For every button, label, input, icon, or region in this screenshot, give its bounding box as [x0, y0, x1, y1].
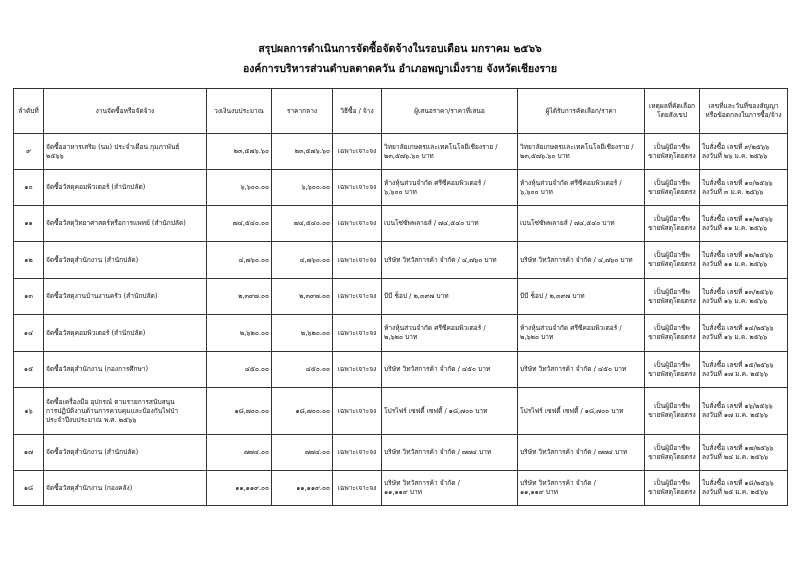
cell-contract-line: ลงวันที่ ๑๗ ม.ค. ๒๕๖๖	[702, 411, 768, 419]
cell-bidder	[382, 134, 518, 170]
cell-method: เฉพาะเจาะจง	[333, 206, 382, 242]
table-row	[14, 435, 788, 471]
report-title: สรุปผลการดำเนินการจัดซื้อจัดจ้างในรอบเดือน มกราคม ๒๕๖๖	[258, 43, 542, 55]
cell-reason-line: ขายพัสดุโดยตรง	[648, 411, 696, 419]
cell-bidder-line: ๑๑,๑๑๙ บาท	[384, 488, 422, 496]
cell-no: ๑๕	[14, 352, 44, 388]
cell-winner-line: บริษัท วิทวัสการค้า จำกัด / ๗๗๔ บาท	[520, 448, 628, 456]
cell-winner-line: ห้างหุ้นส่วนจำกัด ศรีซีคอมพิวเตอร์ /	[520, 178, 622, 187]
cell-item	[44, 206, 207, 242]
cell-bidder	[382, 352, 518, 388]
cell-budget: ๒,๓๙๗.๐๐	[207, 279, 272, 315]
cell-item-line: จัดซื้อวัสดุสำนักงาน (กองการศึกษา)	[46, 365, 149, 373]
cell-winner	[518, 388, 645, 435]
cell-reason	[645, 279, 700, 315]
cell-winner	[518, 206, 645, 242]
cell-contract-line: ลงวันที่ ๒๖ ม.ค. ๒๕๖๖	[702, 151, 768, 160]
cell-contract-line: ใบสั่งซื้อ เลขที่ ๑๖/๒๕๖๖	[702, 402, 773, 410]
table-row	[14, 170, 788, 206]
cell-item	[44, 242, 207, 279]
cell-reason-line: เป็นผู้มีอาชีพ	[654, 402, 690, 410]
cell-winner	[518, 242, 645, 279]
cell-bidder	[382, 388, 518, 435]
cell-winner-line: ๑๑,๑๑๙ บาท	[520, 488, 558, 496]
cell-bidder	[382, 170, 518, 206]
cell-winner-line: ห้างหุ้นส่วนจำกัด ศรีซีคอมพิวเตอร์ /	[520, 324, 622, 332]
header-no: ลำดับที่	[14, 89, 44, 134]
cell-bidder-line: บีบี ช็อป / ๒,๓๙๗ บาท	[384, 292, 449, 300]
cell-contract-line: ใบสั่งซื้อ เลขที่ ๑๑/๒๕๖๖	[702, 214, 773, 223]
cell-reason-line: ขายพัสดุโดยตรง	[648, 369, 696, 378]
cell-median-price: ๗๔,๕๔๐.๐๐	[272, 206, 333, 242]
cell-item	[44, 134, 207, 170]
cell-item	[44, 315, 207, 352]
cell-method: เฉพาะเจาะจง	[333, 352, 382, 388]
cell-reason-line: ขายพัสดุโดยตรง	[648, 187, 696, 196]
cell-reason-line: เป็นผู้มีอาชีพ	[654, 251, 690, 259]
cell-winner-line: บีบี ช็อป / ๒,๓๙๗ บาท	[520, 292, 585, 300]
cell-contract-line: ลงวันที่ ๑๑ ม.ค. ๒๕๖๖	[702, 260, 768, 268]
cell-reason-line: ขายพัสดุโดยตรง	[648, 333, 696, 341]
cell-contract-line: ใบสั่งซื้อ เลขที่ ๑๘/๒๕๖๖	[702, 479, 774, 487]
cell-winner	[518, 134, 645, 170]
table-row	[14, 315, 788, 352]
cell-winner-line: ๒,๖๒๐ บาท	[520, 333, 554, 341]
cell-method: เฉพาะเจาะจง	[333, 242, 382, 279]
cell-budget: ๑๑,๑๑๙.๐๐	[207, 471, 272, 506]
cell-bidder-line: บริษัท วิทวัสการค้า จำกัด / ๔๕๐ บาท	[384, 365, 491, 373]
cell-contract-line: ใบสั่งซื้อ เลขที่ ๙/๒๕๖๖	[702, 142, 770, 151]
cell-reason	[645, 206, 700, 242]
cell-reason-line: เป็นผู้มีอาชีพ	[654, 324, 690, 332]
cell-no: ๑๒	[14, 242, 44, 279]
cell-contract-line: ใบสั่งซื้อ เลขที่ ๑๐/๒๕๖๖	[702, 178, 773, 187]
cell-winner	[518, 279, 645, 315]
cell-reason	[645, 435, 700, 471]
cell-reason	[645, 471, 700, 506]
header-budget: วงเงินงบประมาณ	[207, 89, 272, 134]
cell-median-price: ๗๗๔.๐๐	[272, 435, 333, 471]
table-row	[14, 279, 788, 315]
header-reason-line2: โดยสังเขป	[657, 111, 687, 119]
cell-reason-line: ขายพัสดุโดยตรง	[648, 151, 696, 160]
cell-item	[44, 170, 207, 206]
cell-item-line: จัดซื้อวัสดุคอมพิวเตอร์ (สำนักปลัด)	[46, 183, 146, 191]
cell-winner-line: ๒๓,๕๗๖.๖๐ บาท	[520, 151, 570, 160]
cell-item-line: จัดซื้อวัสดุวิทยาศาสตร์หรือการแพทย์ (สำนักปลัด)	[46, 219, 186, 227]
cell-contract	[700, 471, 788, 506]
cell-budget: ๗๗๔.๐๐	[207, 435, 272, 471]
cell-reason-line: ขายพัสดุโดยตรง	[648, 260, 696, 268]
cell-reason	[645, 315, 700, 352]
cell-contract-line: ใบสั่งซื้อ เลขที่ ๑๒/๒๕๖๖	[702, 251, 773, 259]
cell-budget: ๒๓,๕๗๖.๖๐	[207, 134, 272, 170]
cell-item-line: จัดซื้ออาหารเสริม (นม) ประจำเดือน กุมภาพันธ์	[46, 142, 180, 151]
cell-contract-line: ลงวันที่ ๑๖ ม.ค. ๒๕๖๖	[702, 333, 768, 341]
organization-title: องค์การบริหารส่วนตำบลตาดควัน อำเภอพญาเม็งราย จังหวัดเชียงราย	[242, 63, 558, 75]
cell-budget: ๔,๗๖๐.๐๐	[207, 242, 272, 279]
cell-bidder-line: โปรไฟร์ เซฟตี้ เซฟตี้ / ๑๘,๗๐๐ บาท	[384, 406, 488, 415]
cell-bidder	[382, 315, 518, 352]
header-contract-line1: เลขที่และวันที่ของสัญญา	[708, 102, 779, 110]
cell-item	[44, 435, 207, 471]
header-reason	[645, 89, 700, 134]
cell-bidder-line: บริษัท วิทวัสการค้า จำกัด /	[384, 479, 460, 487]
cell-winner-line: บริษัท วิทวัสการค้า จำกัด /	[520, 479, 596, 487]
cell-bidder-line: ๒๓,๕๗๖.๖๐ บาท	[384, 151, 434, 160]
table-row	[14, 388, 788, 435]
cell-reason-line: ขายพัสดุโดยตรง	[648, 223, 696, 232]
cell-reason-line: เป็นผู้มีอาชีพ	[654, 443, 690, 452]
cell-bidder	[382, 471, 518, 506]
cell-contract-line: ใบสั่งซื้อ เลขที่ ๑๕/๒๕๖๖	[702, 360, 774, 369]
cell-reason-line: ขายพัสดุโดยตรง	[648, 296, 696, 305]
cell-contract-line: ใบสั่งซื้อ เลขที่ ๑๔/๒๕๖๖	[702, 324, 774, 332]
cell-method: เฉพาะเจาะจง	[333, 435, 382, 471]
cell-reason-line: เป็นผู้มีอาชีพ	[654, 178, 690, 187]
cell-no: ๑๗	[14, 435, 44, 471]
procurement-table	[13, 88, 788, 506]
cell-winner-line: บริษัท วิทวัสการค้า จำกัด / ๔๕๐ บาท	[520, 365, 627, 373]
cell-contract	[700, 388, 788, 435]
cell-median-price: ๒๓,๕๗๖.๖๐	[272, 134, 333, 170]
cell-contract	[700, 170, 788, 206]
cell-bidder-line: ห้างหุ้นส่วนจำกัด ศรีซีคอมพิวเตอร์ /	[384, 178, 486, 187]
cell-reason-line: ขายพัสดุโดยตรง	[648, 488, 696, 496]
header-contract	[700, 89, 788, 134]
cell-item-line: จัดซื้อวัสดุคอมพิวเตอร์ (สำนักปลัด)	[46, 328, 146, 337]
cell-reason	[645, 388, 700, 435]
cell-no: ๑๓	[14, 279, 44, 315]
cell-item-line: ๒๕๖๖	[46, 151, 64, 160]
cell-reason	[645, 134, 700, 170]
cell-contract-line: ลงวันที่ ๓ ม.ค. ๒๕๖๖	[702, 187, 764, 196]
cell-median-price: ๔๕๐.๐๐	[272, 352, 333, 388]
cell-no: ๑๘	[14, 471, 44, 506]
cell-bidder	[382, 206, 518, 242]
cell-contract-line: ใบสั่งซื้อ เลขที่ ๑๓/๒๕๖๖	[702, 287, 774, 296]
header-median-price: ราคากลาง	[272, 89, 333, 134]
cell-bidder	[382, 242, 518, 279]
cell-reason-line: เป็นผู้มีอาชีพ	[654, 214, 690, 223]
cell-method: เฉพาะเจาะจง	[333, 471, 382, 506]
cell-bidder-line: ห้างหุ้นส่วนจำกัด ศรีซีคอมพิวเตอร์ /	[384, 324, 486, 332]
cell-reason-line: เป็นผู้มีอาชีพ	[654, 287, 690, 296]
cell-contract	[700, 242, 788, 279]
table-row	[14, 352, 788, 388]
cell-no: ๑๔	[14, 315, 44, 352]
header-row	[14, 89, 788, 134]
cell-median-price: ๒,๓๙๗.๐๐	[272, 279, 333, 315]
cell-budget: ๑๘,๗๐๐.๐๐	[207, 388, 272, 435]
header-bidders: ผู้เสนอราคา/ราคาที่เสนอ	[382, 89, 518, 134]
cell-winner-line: เบนโซ่ซัพพลายส์ / ๗๔,๕๔๐ บาท	[520, 219, 615, 227]
cell-bidder-line: ๒,๖๒๐ บาท	[384, 333, 418, 341]
cell-item	[44, 471, 207, 506]
cell-item-line: จัดซื้อวัสดุสำนักงาน (สำนักปลัด)	[46, 255, 139, 264]
cell-budget: ๒,๖๒๐.๐๐	[207, 315, 272, 352]
cell-contract	[700, 206, 788, 242]
header-winner: ผู้ได้รับการคัดเลือก/ราคา	[518, 89, 645, 134]
cell-budget: ๗๔,๕๔๐.๐๐	[207, 206, 272, 242]
cell-median-price: ๒,๖๒๐.๐๐	[272, 315, 333, 352]
cell-item-line: จัดซื้อวัสดุสำนักงาน (กองคลัง)	[46, 483, 133, 492]
cell-contract	[700, 134, 788, 170]
table-row	[14, 242, 788, 279]
cell-item-line: จัดซื้อเครื่องมือ อุปกรณ์ ตามรายการสนับสนุน	[46, 397, 175, 406]
cell-no: ๑๖	[14, 388, 44, 435]
cell-item-line: การปฏิบัติงานด้านการควบคุมและป้องกันไฟป่า	[46, 406, 179, 415]
cell-winner	[518, 471, 645, 506]
cell-reason-line: เป็นผู้มีอาชีพ	[654, 360, 690, 369]
cell-no: ๑๑	[14, 206, 44, 242]
cell-contract-line: ลงวันที่ ๒๕ ม.ค. ๒๕๖๖	[702, 488, 769, 496]
cell-winner	[518, 315, 645, 352]
cell-contract-line: ใบสั่งซื้อ เลขที่ ๑๗/๒๕๖๖	[702, 443, 774, 452]
cell-contract	[700, 352, 788, 388]
cell-median-price: ๔,๗๖๐.๐๐	[272, 242, 333, 279]
cell-no: ๑๐	[14, 170, 44, 206]
cell-method: เฉพาะเจาะจง	[333, 134, 382, 170]
cell-winner	[518, 435, 645, 471]
cell-method: เฉพาะเจาะจง	[333, 388, 382, 435]
cell-bidder-line: เบนโซ่ซัพพลายส์ / ๗๔,๕๔๐ บาท	[384, 219, 479, 227]
cell-contract	[700, 279, 788, 315]
cell-bidder-line: บริษัท วิทวัสการค้า จำกัด / ๗๗๔ บาท	[384, 448, 492, 456]
cell-contract-line: ลงวันที่ ๑๖ ม.ค. ๒๕๖๖	[702, 296, 768, 305]
cell-reason	[645, 242, 700, 279]
cell-winner	[518, 352, 645, 388]
cell-contract-line: ลงวันที่ ๑๗ ม.ค. ๒๕๖๖	[702, 369, 768, 378]
cell-median-price: ๑๘,๗๐๐.๐๐	[272, 388, 333, 435]
cell-reason-line: เป็นผู้มีอาชีพ	[654, 479, 690, 487]
cell-method: เฉพาะเจาะจง	[333, 170, 382, 206]
table-row	[14, 471, 788, 506]
cell-winner-line: บริษัท วิทวัสการค้า จำกัด / ๔,๗๖๐ บาท	[520, 255, 633, 264]
cell-item-line: จัดซื้อวัสดุสำนักงาน (สำนักปลัด)	[46, 448, 139, 456]
cell-item	[44, 279, 207, 315]
cell-contract	[700, 315, 788, 352]
cell-contract-line: ลงวันที่ ๒๔ ม.ค. ๒๕๖๖	[702, 452, 769, 461]
cell-bidder-line: ๖,๖๐๐ บาท	[384, 187, 417, 196]
cell-no: ๙	[14, 134, 44, 170]
cell-winner-line: โปรไฟร์ เซฟตี้ เซฟตี้ / ๑๘,๗๐๐ บาท	[520, 406, 624, 415]
cell-reason	[645, 352, 700, 388]
cell-budget: ๔๕๐.๐๐	[207, 352, 272, 388]
cell-bidder-line: วิทยาลัยเกษตรและเทคโนโลยีเชียงราย /	[384, 142, 498, 151]
header-method: วิธีซื้อ / จ้าง	[333, 89, 382, 134]
header-item: งานจัดซื้อหรือจัดจ้าง	[44, 89, 207, 134]
cell-item-line: ประจำปีงบประมาณ พ.ศ. ๒๕๖๖	[46, 415, 137, 424]
cell-median-price: ๖,๖๐๐.๐๐	[272, 170, 333, 206]
cell-method: เฉพาะเจาะจง	[333, 315, 382, 352]
cell-item	[44, 352, 207, 388]
cell-bidder	[382, 279, 518, 315]
header-reason-line1: เหตุผลที่คัดเลือก	[648, 102, 696, 110]
table-row	[14, 206, 788, 242]
cell-winner-line: วิทยาลัยเกษตรและเทคโนโลยีเชียงราย /	[520, 142, 634, 151]
table-row	[14, 134, 788, 170]
cell-winner-line: ๖,๖๐๐ บาท	[520, 187, 553, 196]
cell-budget: ๖,๖๐๐.๐๐	[207, 170, 272, 206]
cell-contract-line: ลงวันที่ ๑๑ ม.ค. ๒๕๖๖	[702, 223, 768, 232]
cell-method: เฉพาะเจาะจง	[333, 279, 382, 315]
cell-reason	[645, 170, 700, 206]
cell-bidder-line: บริษัท วิทวัสการค้า จำกัด / ๔,๗๖๐ บาท	[384, 255, 497, 264]
cell-median-price: ๑๑,๑๑๙.๐๐	[272, 471, 333, 506]
cell-item	[44, 388, 207, 435]
cell-winner	[518, 170, 645, 206]
header-contract-line2: หรือข้อตกลงในการซื้อ/จ้าง	[705, 111, 782, 119]
cell-reason-line: ขายพัสดุโดยตรง	[648, 452, 696, 461]
cell-bidder	[382, 435, 518, 471]
cell-contract	[700, 435, 788, 471]
cell-reason-line: เป็นผู้มีอาชีพ	[654, 142, 690, 151]
cell-item-line: จัดซื้อวัสดุงานบ้านงานครัว (สำนักปลัด)	[46, 292, 158, 300]
